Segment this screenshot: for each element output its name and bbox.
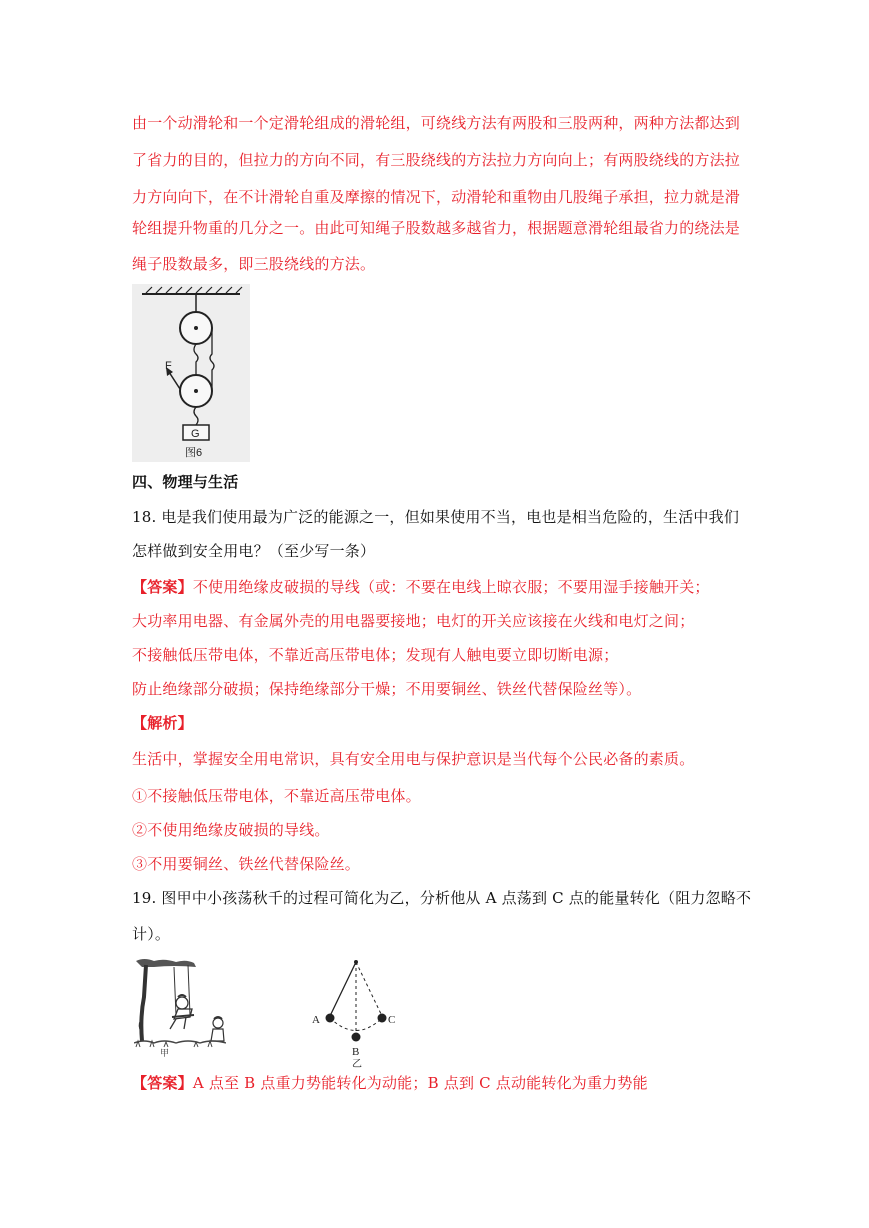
q19-answer-line <box>132 1073 648 1093</box>
q18-answer-line-1 <box>132 577 710 597</box>
q18-answer-line-3: 不接触低压带电体，不靠近高压带电体；发现有人触电要立即切断电源； <box>132 646 619 664</box>
q18-analysis-line-2: ①不接触低压带电体，不靠近高压带电体。 <box>132 787 421 805</box>
weight-label: G <box>191 428 200 440</box>
q18-analysis-tag: 【解析】 <box>132 714 193 732</box>
q18-analysis-line-1: 生活中，掌握安全用电常识，具有安全用电与保护意识是当代每个公民必备的素质。 <box>132 750 695 768</box>
force-label: F <box>165 360 172 372</box>
q18-answer-text-1: 不使用绝缘皮破损的导线（或：不要在电线上晾衣服；不要用湿手接触开关； <box>192 578 710 596</box>
pulley-figure <box>132 284 250 462</box>
q18-analysis-line-3: ②不使用绝缘皮破损的导线。 <box>132 821 330 839</box>
explanation-line-5: 绳子股数最多，即三股绕线的方法。 <box>132 255 376 273</box>
q18-answer-tag: 【答案】 <box>132 578 193 596</box>
pendulum-figure <box>308 957 404 1069</box>
q18-analysis-line-4: ③不用要铜丝、铁丝代替保险丝。 <box>132 855 361 873</box>
figure-yi-caption: 乙 <box>352 1059 362 1069</box>
section-heading: 四、物理与生活 <box>132 473 239 491</box>
point-c-label: C <box>388 1014 396 1026</box>
q18-line-2: 怎样做到安全用电？（至少写一条） <box>132 542 376 560</box>
explanation-line-2: 了省力的目的，但拉力的方向不同，有三股绕线的方法拉力方向向上；有两股绕线的方法拉 <box>132 151 741 169</box>
point-b-label: B <box>352 1046 360 1058</box>
point-a-label: A <box>312 1014 320 1026</box>
q19-line-2: 计）。 <box>132 925 171 943</box>
explanation-line-3: 力方向向下，在不计滑轮自重及摩擦的情况下，动滑轮和重物由几股绳子承担，拉力就是滑 <box>132 188 741 206</box>
q18-answer-line-4: 防止绝缘部分破损；保持绝缘部分干燥；不用要铜丝、铁丝代替保险丝等）。 <box>132 680 642 698</box>
q18-line-1: 18. 电是我们使用最为广泛的能源之一，但如果使用不当，电也是相当危险的，生活中我们 <box>132 508 740 526</box>
swing-sketch-figure <box>134 957 226 1057</box>
figure-jia-caption: 甲 <box>160 1048 170 1057</box>
explanation-line-4: 轮组提升物重的几分之一。由此可知绳子股数越多越省力，根据题意滑轮组最省力的绕法是 <box>132 219 741 237</box>
figure6-caption: 图6 <box>185 447 203 459</box>
q19-answer-tag: 【答案】 <box>132 1074 193 1092</box>
q18-answer-line-2: 大功率用电器、有金属外壳的用电器要接地；电灯的开关应该接在火线和电灯之间； <box>132 612 695 630</box>
q19-answer-text: A 点至 B 点重力势能转化为动能；B 点到 C 点动能转化为重力势能 <box>192 1074 648 1092</box>
explanation-line-1: 由一个动滑轮和一个定滑轮组成的滑轮组，可绕线方法有两股和三股两种，两种方法都达到 <box>132 114 741 132</box>
q19-line-1: 19. 图甲中小孩荡秋千的过程可简化为乙，分析他从 A 点荡到 C 点的能量转化（阻力忽略不 <box>132 889 752 907</box>
